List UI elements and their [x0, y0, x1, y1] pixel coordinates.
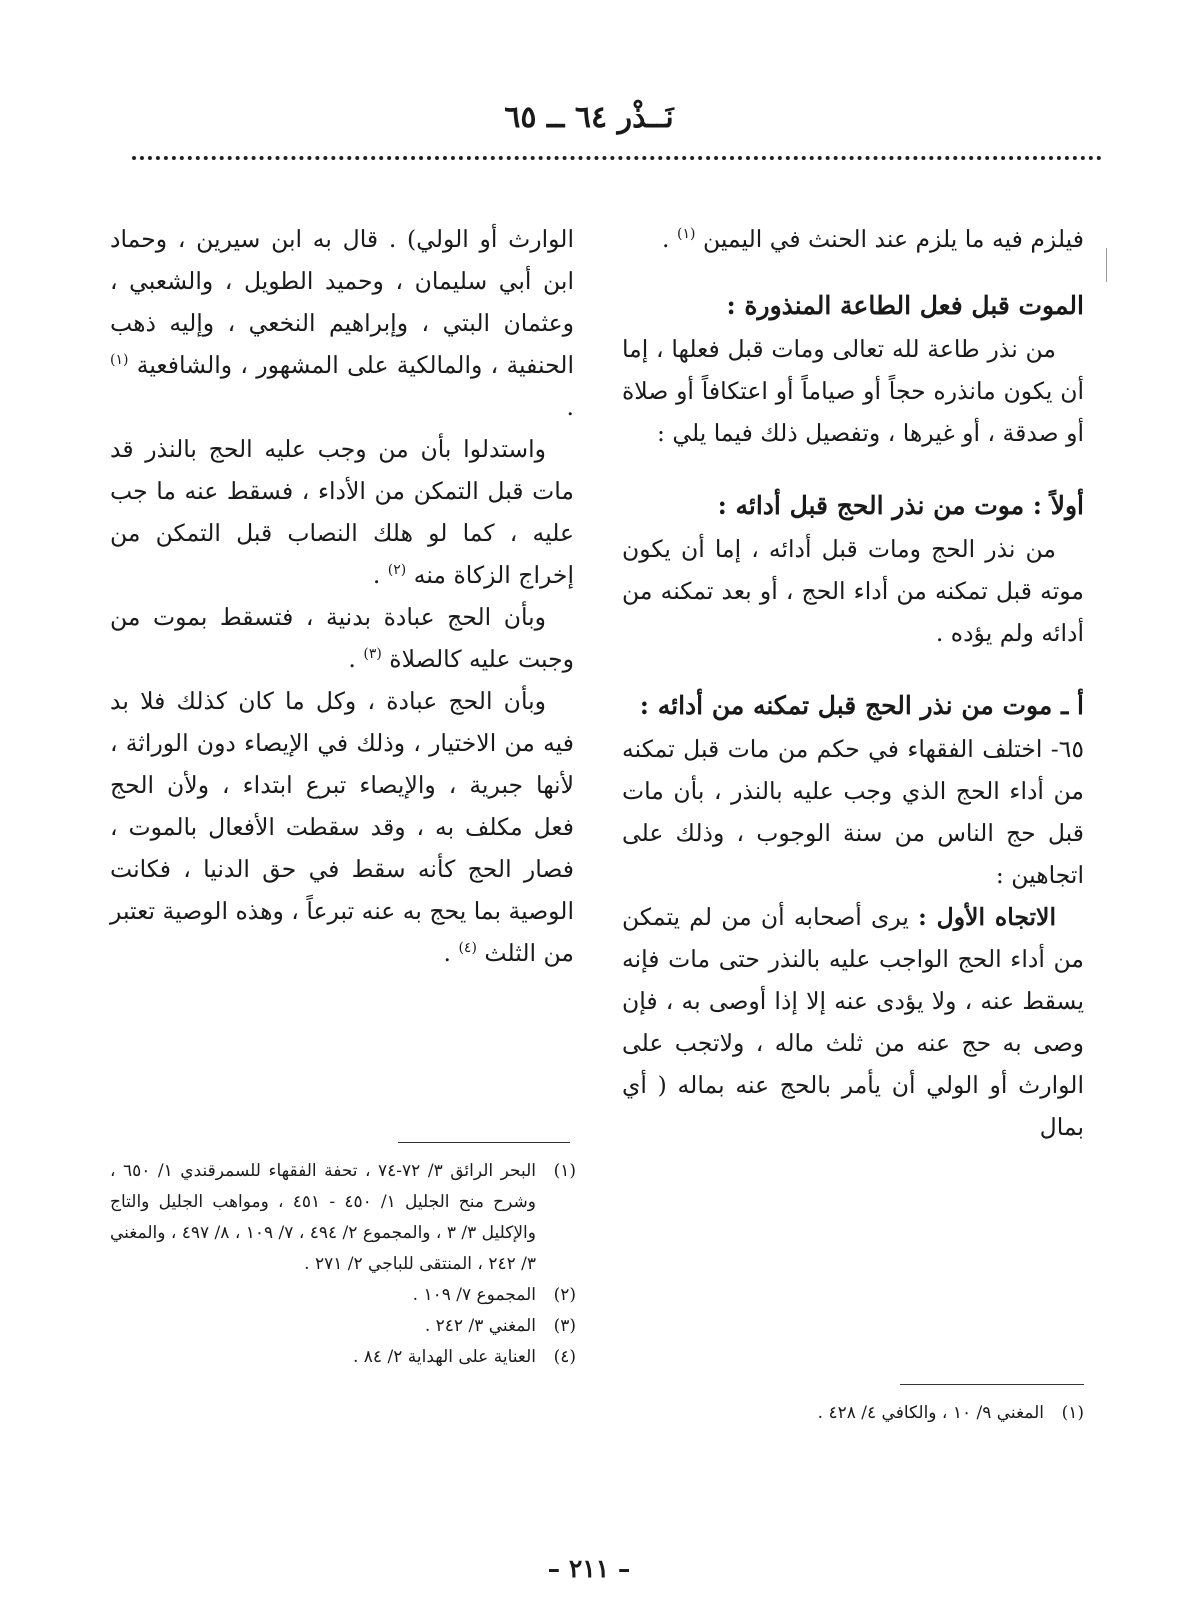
footnote-text: المغني ٩/ ١٠ ، والكافي ٤/ ٤٢٨ . [817, 1403, 1044, 1423]
footnote-number: (٣) [553, 1316, 576, 1336]
left-column [110, 218, 574, 974]
section-heading: أ ـ موت من نذر الحج قبل تمكنه من أدائه : [639, 691, 1084, 720]
paragraph: فيلزم فيه ما يلزم عند الحنث في اليمين $^{(١)}$ . [662, 225, 1084, 253]
footnote-separator [900, 1384, 1084, 1385]
paragraph: الوارث أو الولي) . قال به ابن سيرين ، وحماد ابن أبي سليمان ، وحميد الطويل ، والشعبي ، وعثمان البتي ، وإبراهيم النخعي ، وإليه ذهب الحنفية ، والمالكية على المشهور ، والشافعية $^{(١)}$ . [110, 225, 574, 421]
footnote-number: (١) [553, 1161, 576, 1181]
footnote-separator [398, 1142, 570, 1143]
running-header: نَــذْر ٦٤ ــ ٦٥ [504, 100, 674, 135]
footnote-text: العناية على الهداية ٢/ ٨٤ . [352, 1347, 536, 1367]
footnote-ref: (١) [676, 226, 696, 243]
footnote [622, 1398, 1084, 1429]
paragraph: من نذر الحج ومات قبل أدائه ، إما أن يكون موته قبل تمكنه من أداء الحج ، أو بعد تمكنه من أدائه ولم يؤده . [622, 535, 1084, 647]
footnote-number: (١) [1061, 1403, 1084, 1423]
footnote-text: المغني ٣/ ٢٤٢ . [424, 1316, 536, 1336]
footnote-ref: (٢) [387, 562, 407, 579]
paragraph: من نذر طاعة لله تعالى ومات قبل فعلها ، إما أن يكون مانذره حجاً أو صياماً أو اعتكافاً أو صلاة أو صدقة ، أو غيرها ، وتفصيل ذلك فيما يلي : [622, 335, 1084, 447]
footnote-ref: (٤) [458, 940, 477, 957]
footnotes-right [622, 1398, 1084, 1429]
header-dotted-rule [132, 156, 1102, 160]
section-heading: الموت قبل فعل الطاعة المنذورة : [726, 291, 1084, 320]
paragraph: ٦٥- اختلف الفقهاء في حكم من مات قبل تمكنه من أداء الحج الذي وجب عليه بالنذر ، بأن مات قبل حج الناس من سنة الوجوب ، وذلك على اتجاهين : [622, 735, 1084, 889]
footnote [110, 1311, 576, 1342]
paragraph: واستدلوا بأن من وجب عليه الحج بالنذر قد مات قبل التمكن من الأداء ، فسقط عنه ما جب عليه ، كما لو هلك النصاب قبل التمكن من إخراج الزكاة منه $^{(٢)}$ . [110, 435, 574, 589]
paragraph: وبأن الحج عبادة ، وكل ما كان كذلك فلا بد فيه من الاختيار ، وذلك في الإيصاء دون الوراثة ، لأنها جبرية ، والإيصاء تبرع ابتداء ، ولأن الحج فعل مكلف به ، وقد سقطت الأفعال بالموت ، فصار الحج كأنه سقط في حق الدنيا ، فكانت الوصية بما يحج به عنه تبرعاً ، وهذه الوصية تعتبر من الثلث $^{(٤)}$ . [110, 687, 574, 967]
footnote [110, 1156, 576, 1280]
footnote [110, 1280, 576, 1311]
footnote-text: البحر الرائق ٣/ ٧٢-٧٤ ، تحفة الفقهاء للسمرقندي ١/ ٦٥٠ ، وشرح منح الجليل ١/ ٤٥٠ - ٤٥١ ، ومواهب الجليل والتاج والإكليل ٣/ ٣ ، والمجموع ٢/ ٤٩٤ ، ٧/ ١٠٩ ، ٨/ ٤٩٧ ، والمغني ٣/ ٢٤٢ ، المنتقى للباجي ٢/ ٢٧١ . [110, 1161, 537, 1274]
footnotes-left [110, 1156, 576, 1373]
footnote-ref: (٣) [363, 646, 382, 663]
paragraph-lead: الاتجاه الأول : [918, 903, 1056, 931]
margin-mark [1106, 248, 1107, 282]
footnote-number: (٤) [553, 1347, 576, 1367]
footnote-ref: (١) [110, 352, 129, 369]
page-number: – ٢١١ – [547, 1554, 631, 1583]
footnote-text: المجموع ٧/ ١٠٩ . [412, 1285, 536, 1305]
right-column [622, 218, 1084, 1148]
section-heading: أولاً : موت من نذر الحج قبل أدائه : [717, 491, 1084, 520]
footnote [110, 1342, 576, 1373]
paragraph: وبأن الحج عبادة بدنية ، فتسقط بموت من وجبت عليه كالصلاة $^{(٣)}$ . [110, 603, 574, 673]
paragraph: الاتجاه الأول : يرى أصحابه أن من لم يتمكن من أداء الحج الواجب عليه بالنذر حتى مات فإنه يسقط عنه ، ولا يؤدى عنه إلا إذا أوصى به ، فإن وصى به حج عنه من ثلث ماله ، ولاتجب على الوارث أو الولي أن يأمر بالحج عنه بماله ( أي بمال [622, 903, 1084, 1141]
footnote-number: (٢) [553, 1285, 576, 1305]
